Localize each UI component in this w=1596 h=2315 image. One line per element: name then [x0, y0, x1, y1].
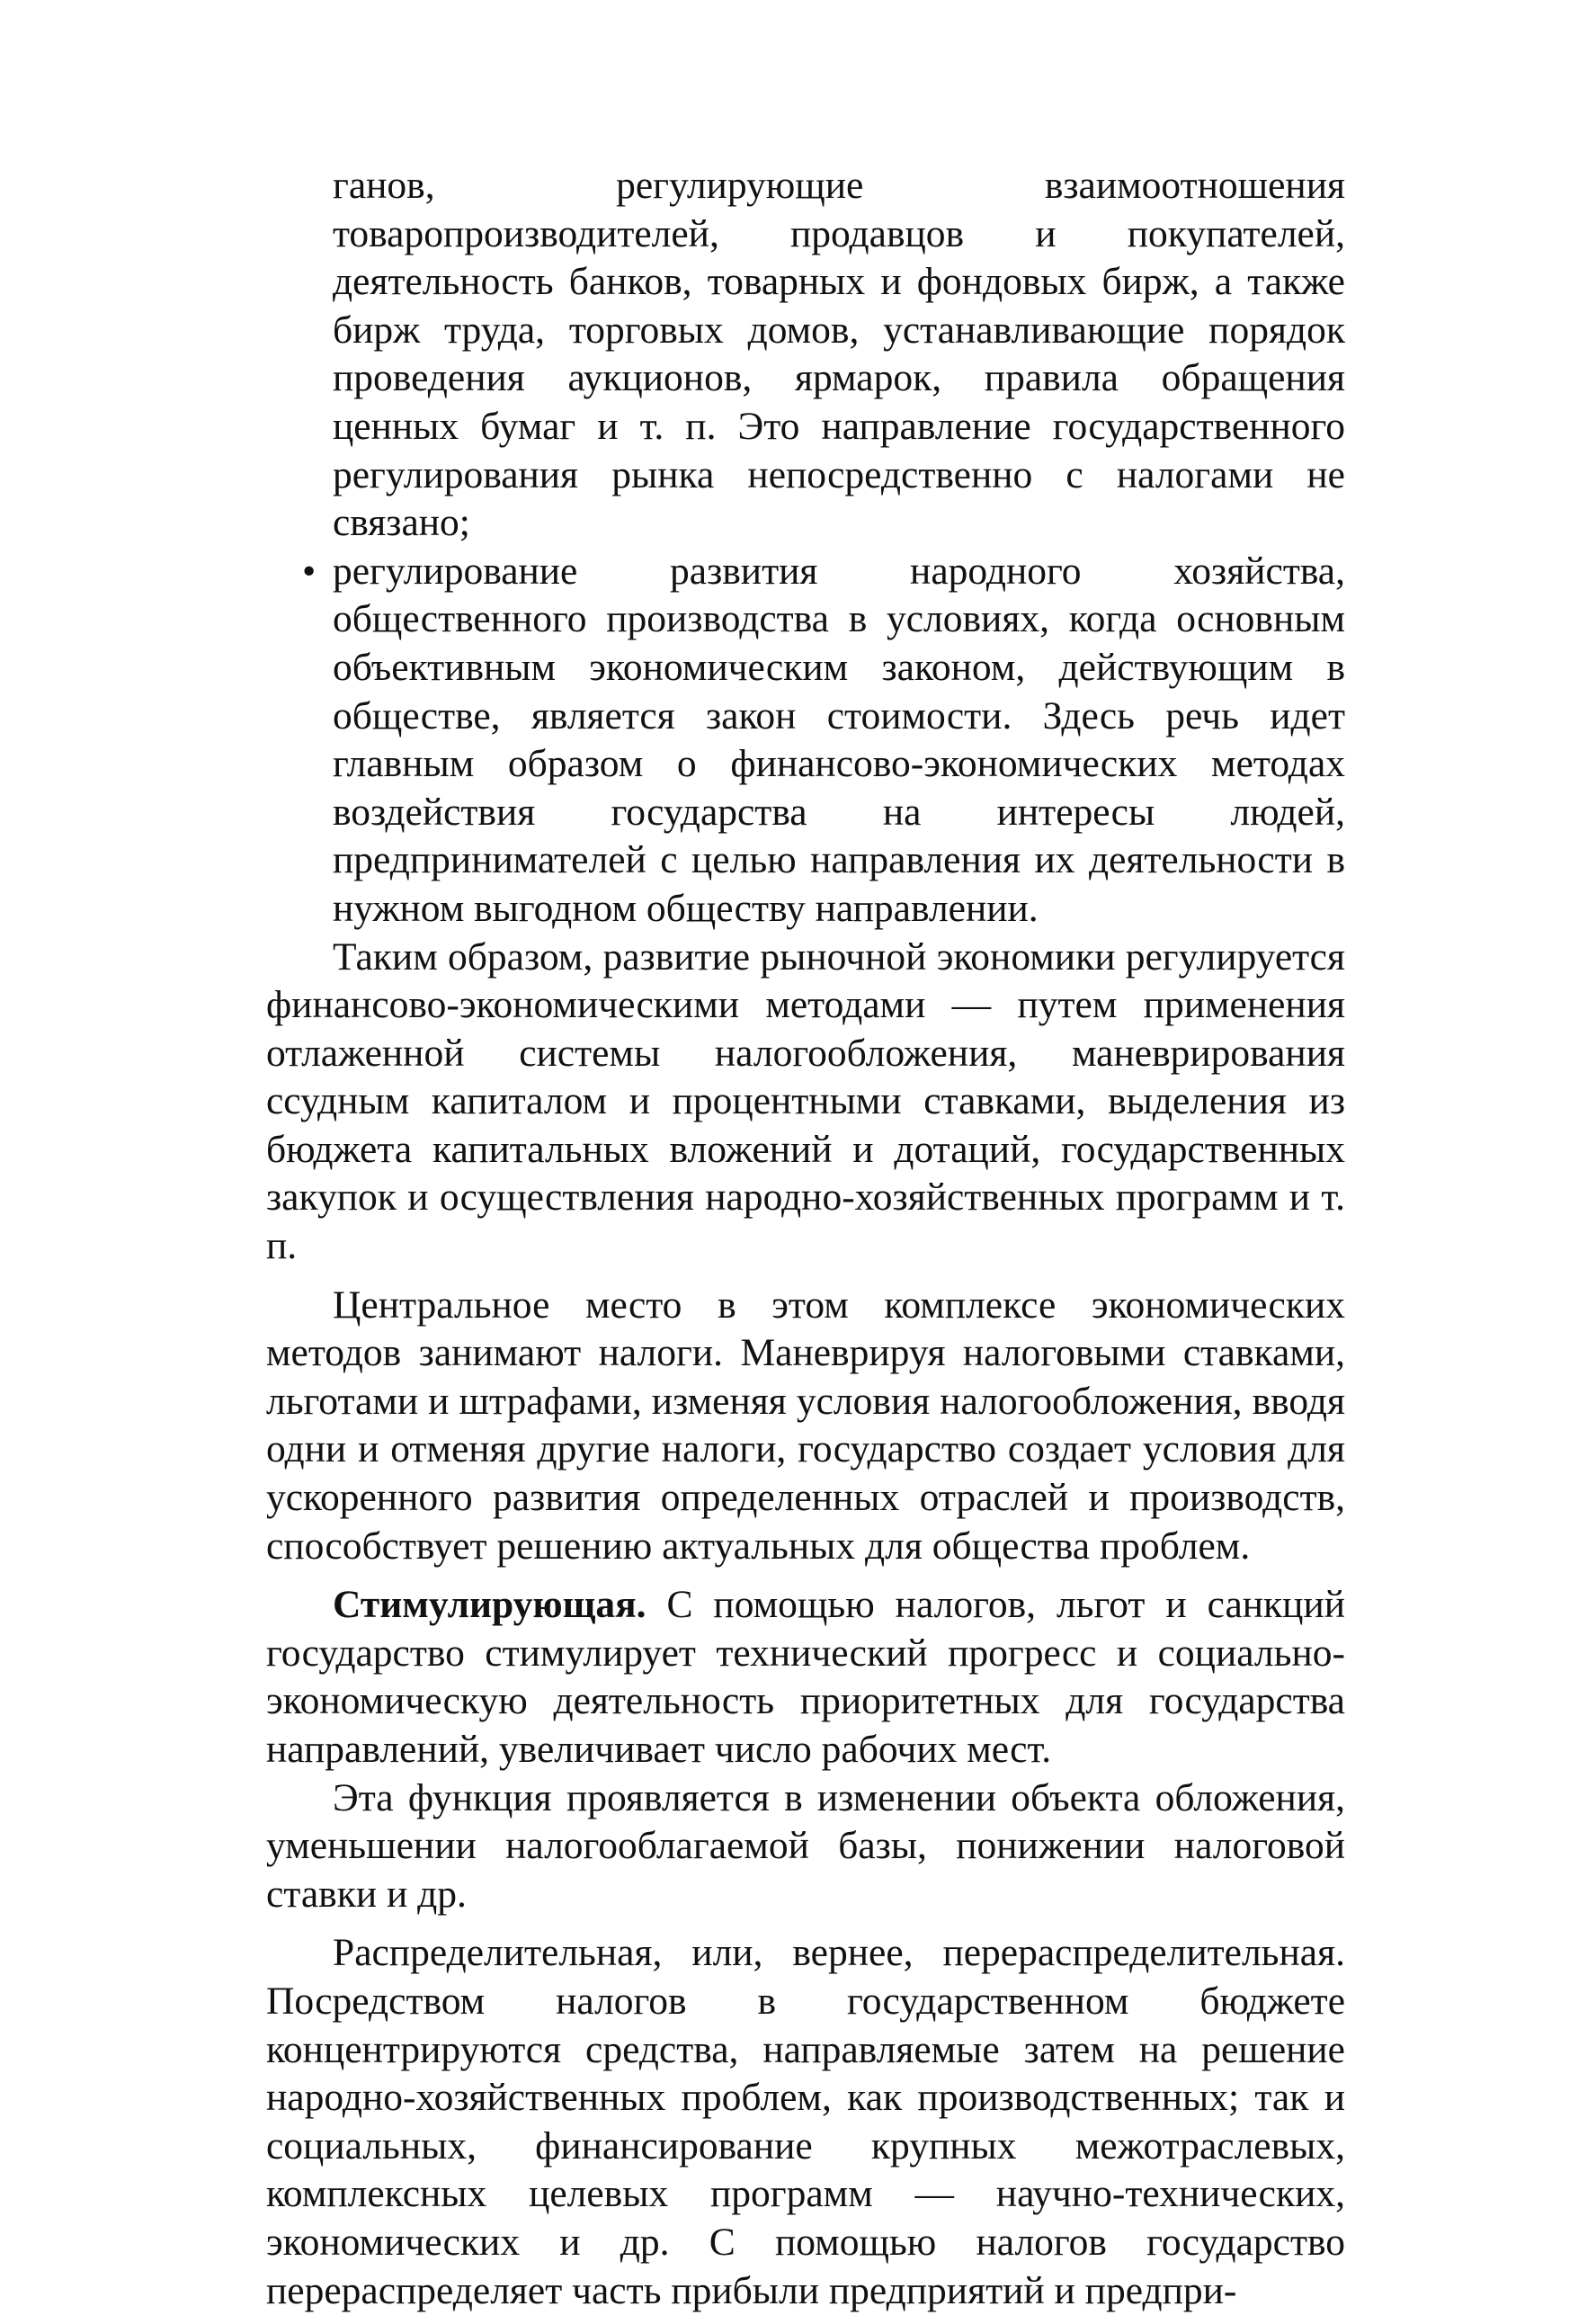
paragraph: Эта функция проявляется в изменении объекта обложения, уменьшении налогооблагаемой базы, понижении налоговой ставки и др.: [266, 1775, 1345, 1916]
body-text: [266, 162, 1345, 2315]
paragraph-redistributive-function: Распределительная, или, вернее, перераспределительная. Посредством налогов в государственном бюджете концентрируются средства, направляемые затем на решение народно-хозяйственных проблем, как производственных; так и социальных, финансирование крупных межотраслевых, комплексных целевых программ — научно-технических, экономических и др. С помощью налогов государство перераспределяет часть прибыли предприятий и предпри-: [266, 1931, 1345, 2312]
paragraph: Центральное место в этом комплексе экономических методов занимают налоги. Маневрируя налоговыми ставками, льготами и штрафами, изменяя условия налогообложения, вводя одни и отменяя другие налоги, государство создает условия для ускоренного развития определенных отраслей и производств, способствует решению актуальных для общества проблем.: [266, 1283, 1345, 1568]
paragraph-stimulating-function: [266, 1581, 1345, 1774]
paragraph: Таким образом, развитие рыночной экономики регулируется финансово-экономическими методами — путем применения отлаженной системы налогообложения, маневрирования ссудным капиталом и процентными ставками, выделения из бюджета капитальных вложений и дотаций, государственных закупок и осуществления народно-хозяйственных программ и т. п.: [266, 934, 1345, 1268]
section-heading: Стимулирующая.: [333, 1583, 646, 1627]
list-item-continuation: ганов, регулирующие взаимоотношения товаропроизводителей, продавцов и покупателей, деятельность банков, товарных и фондовых бирж, а также бирж труда, торговых домов, устанавливающие порядок проведения аукционов, ярмарок, правила обращения ценных бумаг и т. п. Это направление государственного регулирования рынка непосредственно с налогами не связано;: [333, 164, 1345, 545]
list-item: [266, 548, 1345, 934]
list-item-text: регулирование развития народного хозяйства, общественного производства в условиях, когда основным объективным экономическим законом, действующим в обществе, является закон стоимости. Здесь речь идет главным образом о финансово-экономических методах воздействия государства на интересы людей, предпринимателей с целью направления их деятельности в нужном выгодном обществу направлении.: [333, 549, 1345, 930]
paragraph-text: С помощью налогов, льгот и санкций государство стимулирует технический прогресс и социально-экономическую деятельность приоритетных для государства направлений, увеличивает число рабочих мест.: [266, 1583, 1345, 1771]
bullet-marker: •: [302, 549, 317, 593]
